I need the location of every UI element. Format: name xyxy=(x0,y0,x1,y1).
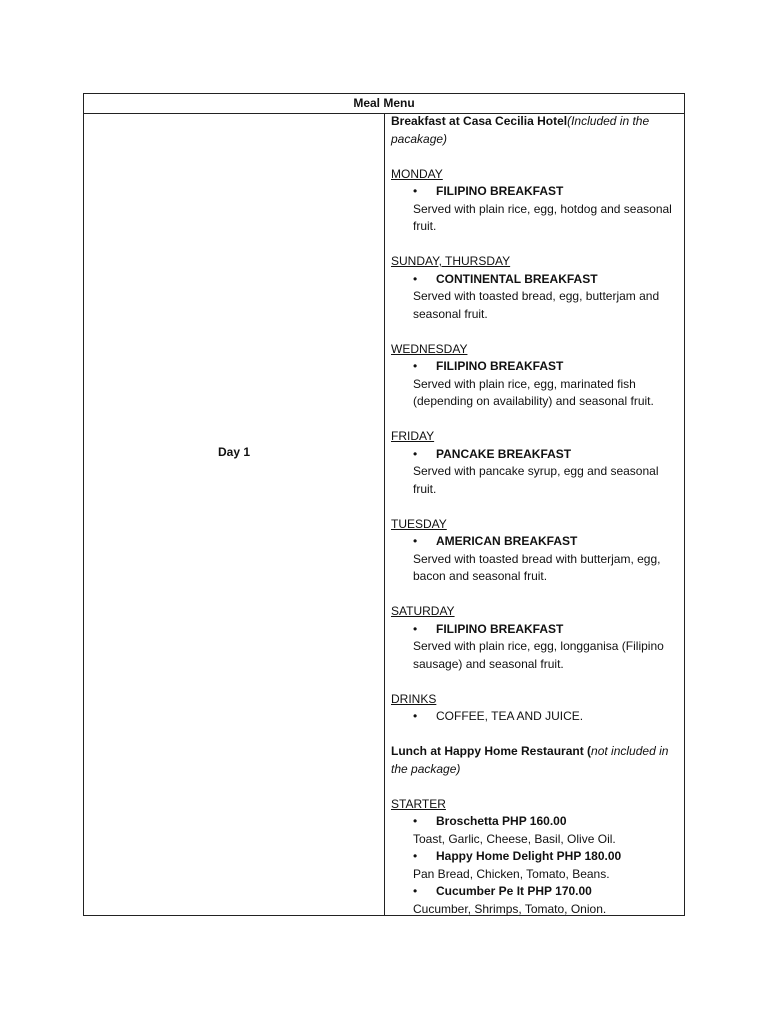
drinks-title: DRINKS xyxy=(391,691,437,706)
breakfast-note: (Included in the pacakage) xyxy=(391,114,650,146)
starter-title: STARTER xyxy=(391,796,446,811)
starter-section xyxy=(391,796,676,919)
day-section-sunday-thursday xyxy=(391,253,676,323)
day-label: Day 1 xyxy=(217,445,251,459)
day-section-saturday xyxy=(391,603,676,673)
breakfast-title: Breakfast at Casa Cecilia Hotel xyxy=(391,114,568,128)
starter-item-name: • Broschetta PHP 160.00 xyxy=(391,813,676,831)
meal-menu-table xyxy=(83,93,685,916)
day-section-wednesday xyxy=(391,341,676,411)
table-header: Meal Menu xyxy=(84,94,684,114)
lunch-title: Lunch at Happy Home Restaurant ( xyxy=(391,744,592,758)
day-title: FRIDAY xyxy=(391,429,435,443)
menu-item-description: Served with plain rice, egg, marinated fish (depending on availability) and seasonal fruit. xyxy=(413,376,654,408)
menu-item: • FILIPINO BREAKFAST xyxy=(391,358,676,376)
menu-item-description: Served with plain rice, egg, longganisa (Filipino sausage) and seasonal fruit. xyxy=(413,639,664,671)
menu-item-description: Served with plain rice, egg, hotdog and seasonal fruit. xyxy=(413,201,672,233)
drinks-section xyxy=(391,691,676,726)
menu-item: • FILIPINO BREAKFAST xyxy=(391,621,676,639)
day-title: TUESDAY xyxy=(391,516,447,531)
day-section-tuesday xyxy=(391,516,676,586)
day-title: WEDNESDAY xyxy=(391,341,468,356)
day-title: SATURDAY xyxy=(391,604,455,618)
day-section-monday xyxy=(391,166,676,236)
drinks-item: • COFFEE, TEA AND JUICE. xyxy=(391,708,676,726)
menu-item: • CONTINENTAL BREAKFAST xyxy=(391,271,676,289)
starter-item-description: Pan Bread, Chicken, Tomato, Beans. xyxy=(413,866,610,881)
lunch-heading xyxy=(391,743,676,778)
starter-item-description: Cucumber, Shrimps, Tomato, Onion. xyxy=(413,901,607,916)
menu-item: • AMERICAN BREAKFAST xyxy=(391,533,676,551)
day-cell xyxy=(84,113,385,915)
day-section-friday xyxy=(391,428,676,498)
day-title: MONDAY xyxy=(391,166,443,181)
starter-item-name: • Happy Home Delight PHP 180.00 xyxy=(391,848,676,866)
starter-item-name: • Cucumber Pe It PHP 170.00 xyxy=(391,883,676,901)
menu-item: • PANCAKE BREAKFAST xyxy=(391,446,676,464)
menu-item-description: Served with toasted bread with butterjam, egg, bacon and seasonal fruit. xyxy=(413,551,661,583)
breakfast-heading xyxy=(391,113,676,148)
menu-item-description: Served with pancake syrup, egg and seasonal fruit. xyxy=(413,464,659,496)
menu-cell xyxy=(385,113,684,915)
lunch-note: not included in the package) xyxy=(391,744,669,776)
day-title: SUNDAY, THURSDAY xyxy=(391,254,511,268)
menu-item: • FILIPINO BREAKFAST xyxy=(391,183,676,201)
menu-item-description: Served with toasted bread, egg, butterjam and seasonal fruit. xyxy=(413,289,660,321)
starter-item-description: Toast, Garlic, Cheese, Basil, Olive Oil. xyxy=(413,831,616,846)
